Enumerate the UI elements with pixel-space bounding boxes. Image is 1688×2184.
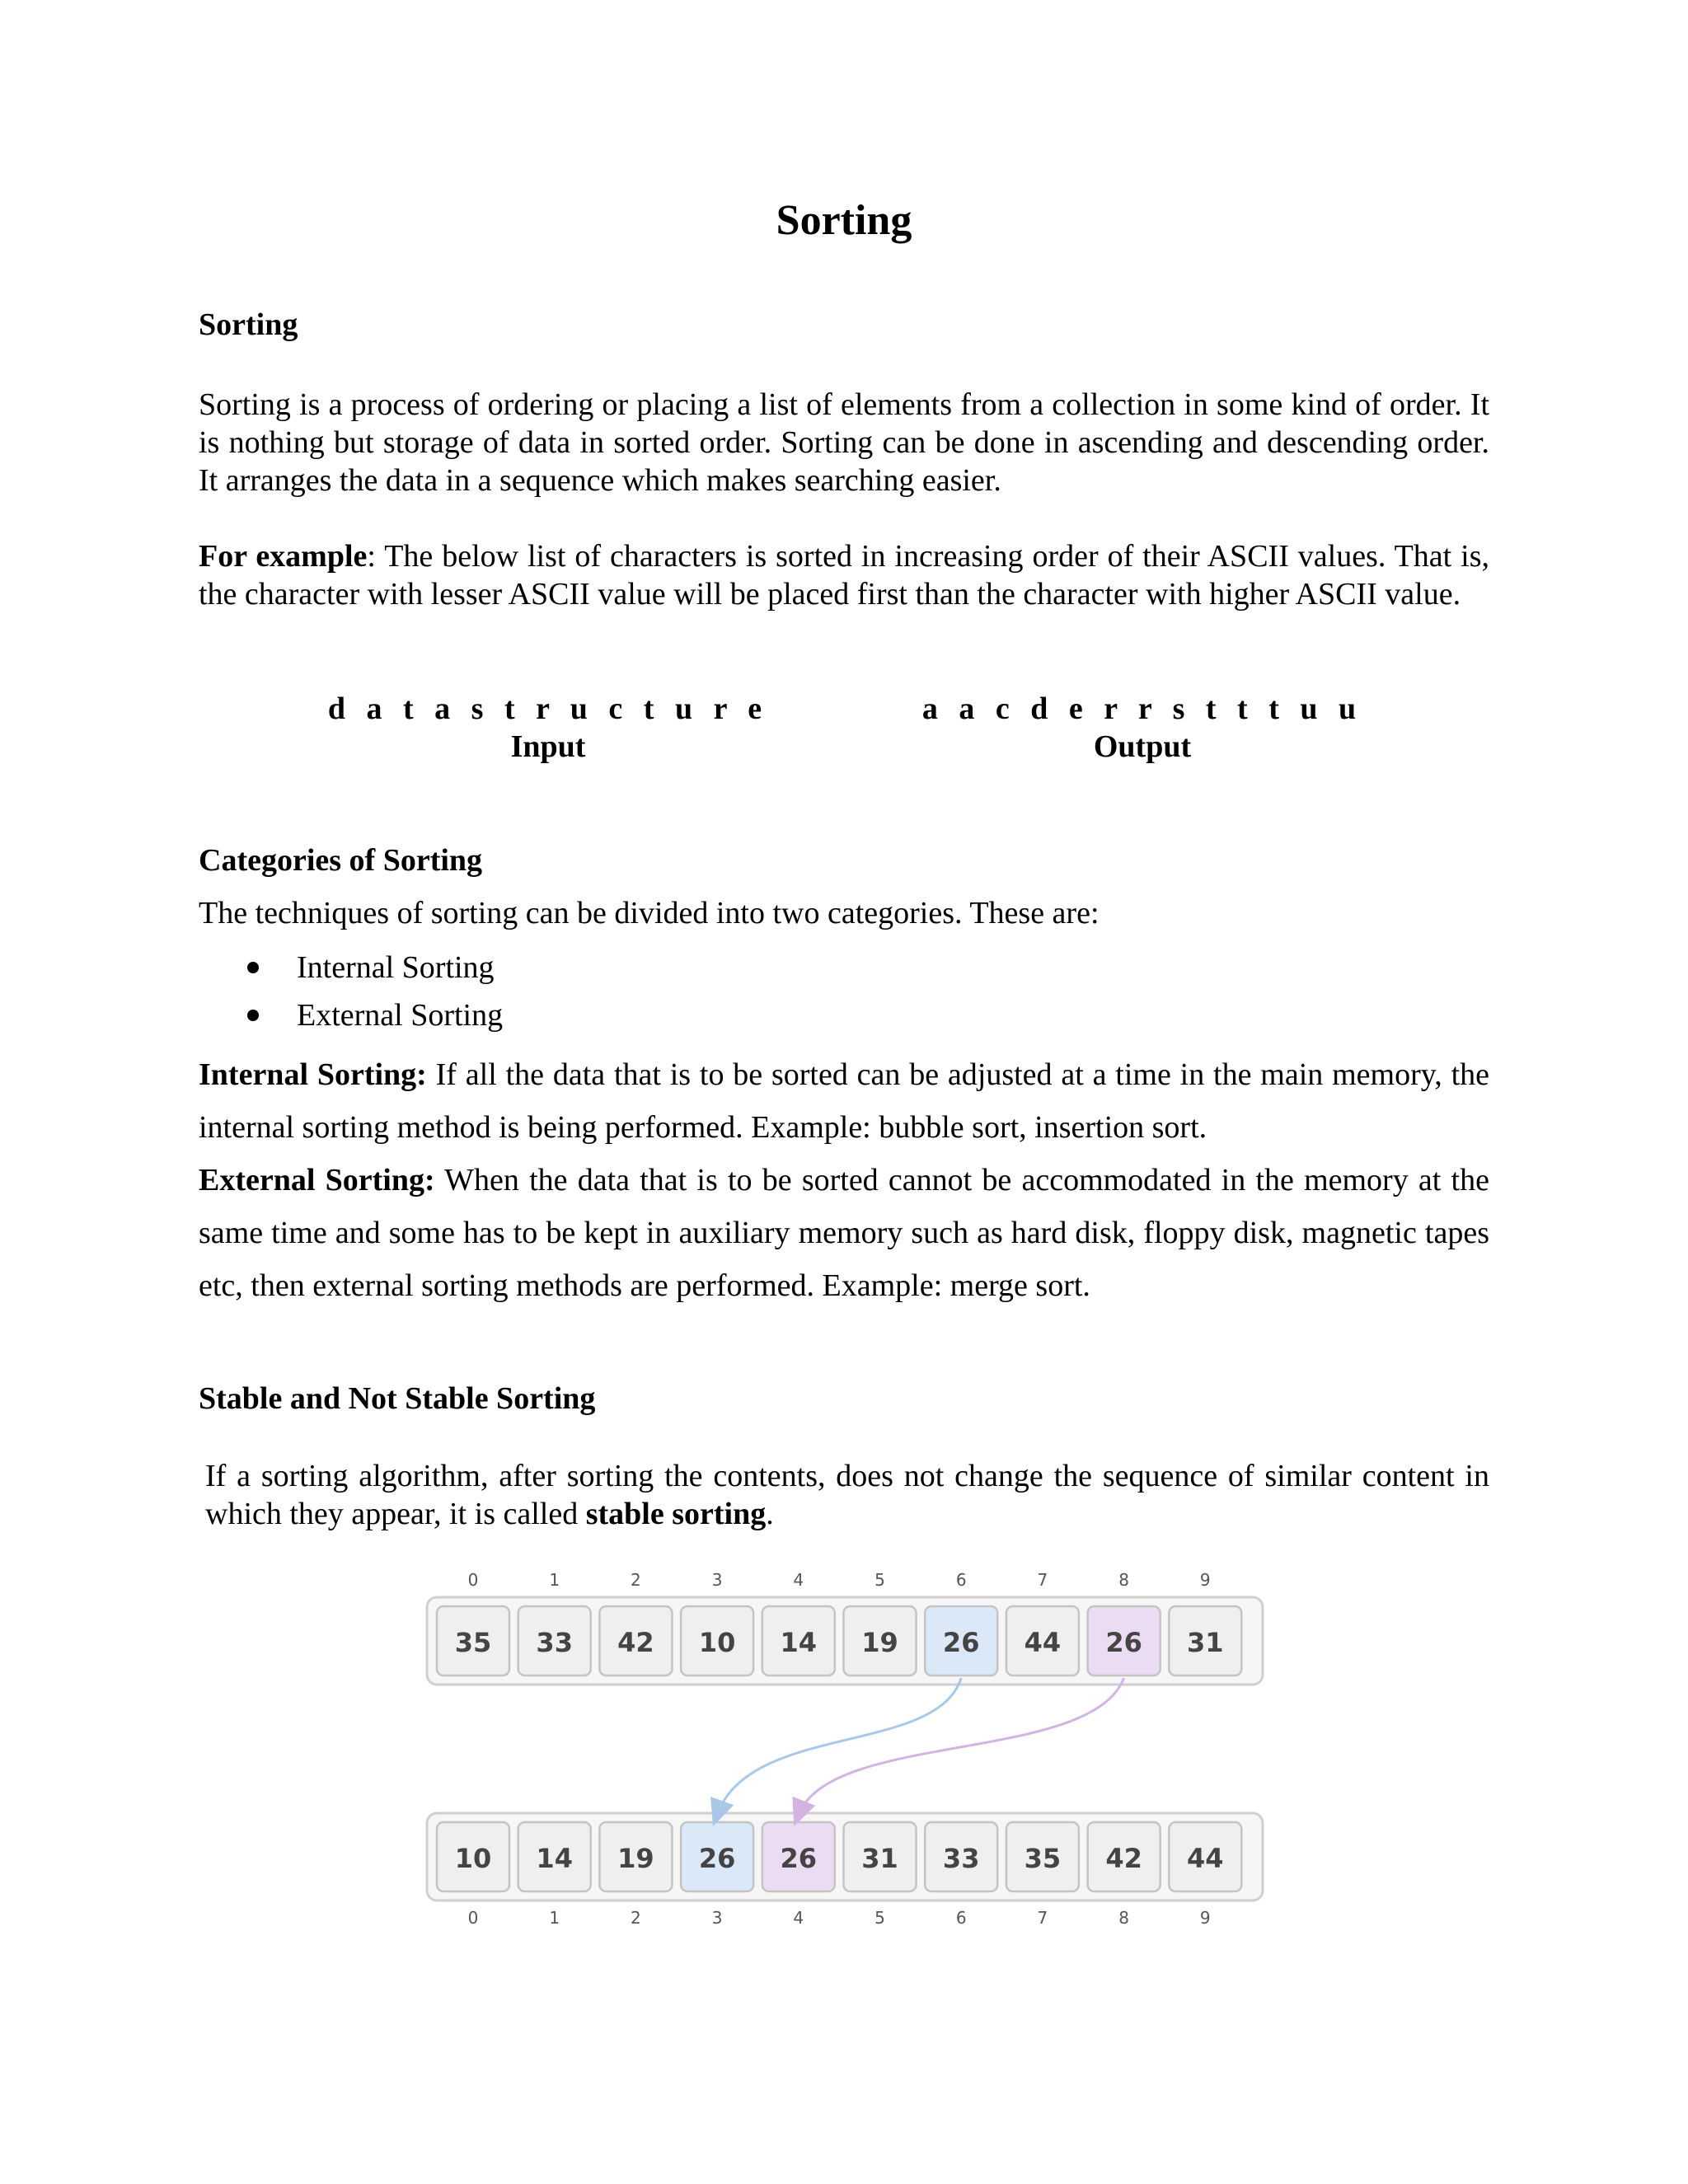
example-label: For example [199,539,368,574]
bullet-icon [247,1010,259,1021]
external-sorting-label: External Sorting: [199,1163,435,1197]
list-item [247,991,503,1039]
stable-sorting-paragraph [205,1457,1489,1533]
input-label: Input [510,729,586,764]
top-index-label: 2 [631,1570,641,1590]
stable-arrow-blue [717,1678,961,1815]
bottom-index-label: 8 [1118,1908,1129,1928]
stable-sorting-diagram [420,1566,1269,1937]
internal-sorting-label: Internal Sorting: [199,1057,427,1092]
example-paragraph [199,537,1489,613]
section-heading-categories: Categories of Sorting [199,843,483,878]
bottom-array-value: 10 [454,1843,492,1874]
example-text: : The below list of characters is sorted in increasing order of their ASCII values. That is, the character with lesser ASCII value will be placed first than the character with higher ASCII value. [199,539,1489,612]
bottom-array-value: 33 [942,1843,980,1874]
categories-list [247,944,503,1039]
bottom-array-value: 42 [1105,1843,1142,1874]
top-index-label: 4 [793,1570,804,1590]
stable-text-bold: stable sorting [585,1497,767,1531]
top-array-value: 35 [454,1627,492,1658]
top-array-value: 42 [617,1627,654,1658]
page-title: Sorting [776,197,912,244]
categories-intro: The techniques of sorting can be divided into two categories. These are: [199,896,1100,930]
internal-sorting-text: If all the data that is to be sorted can be adjusted at a time in the main memory, the internal sorting method is being performed. Example: bubble sort, insertion sort. [199,1057,1489,1145]
bottom-index-label: 0 [467,1908,479,1928]
bottom-array-value: 26 [780,1843,818,1874]
top-index-label: 0 [467,1570,479,1590]
bottom-index-label: 3 [711,1908,723,1928]
top-array-value: 33 [536,1627,573,1658]
sorting-definition-paragraph: Sorting is a process of ordering or placing a list of elements from a collection in some kind of order. It is nothing but storage of data in sorted order. Sorting can be done in ascending and descending order. It arranges the data in a sequence which makes searching easier. [199,387,1489,498]
section-heading-stable: Stable and Not Stable Sorting [199,1381,596,1416]
top-array-value: 10 [698,1627,736,1658]
list-item-label: External Sorting [297,998,504,1033]
list-item [247,944,503,991]
external-sorting-paragraph [199,1154,1489,1312]
top-array-value: 26 [942,1627,980,1658]
bottom-array-value: 19 [617,1843,654,1874]
bottom-index-label: 6 [955,1908,967,1928]
section-heading-sorting: Sorting [199,307,298,342]
bottom-array-value: 26 [698,1843,736,1874]
bottom-array-value: 14 [536,1843,573,1874]
top-array-value: 44 [1024,1627,1062,1658]
bottom-index-label: 7 [1037,1908,1048,1928]
bullet-icon [247,962,259,973]
external-sorting-text: When the data that is to be sorted cannot be accommodated in the memory at the same time and some has to be kept in auxiliary memory such as hard disk, floppy disk, magnetic tapes etc, then external sorting methods are performed. Example: merge sort. [199,1163,1489,1303]
stable-text-before: If a sorting algorithm, after sorting the contents, does not change the sequence of similar content in which they appear, it is called [205,1459,1489,1531]
bottom-array-value: 31 [861,1843,898,1874]
input-sequence: d a t a s t r u c t u r e [327,691,769,726]
bottom-index-label: 2 [631,1908,641,1928]
bottom-array-value: 35 [1024,1843,1062,1874]
bottom-index-label: 9 [1199,1908,1211,1928]
output-label: Output [1093,729,1192,764]
top-index-label: 9 [1199,1570,1211,1590]
bottom-index-label: 5 [874,1908,885,1928]
top-index-label: 6 [955,1570,967,1590]
top-index-label: 3 [711,1570,723,1590]
output-sequence: a a c d e r r s t t t u u [921,691,1363,726]
top-index-label: 7 [1037,1570,1048,1590]
internal-sorting-paragraph [199,1048,1489,1154]
stable-text-after: . [766,1497,774,1531]
top-index-label: 8 [1118,1570,1129,1590]
top-index-label: 5 [874,1570,885,1590]
top-array-value: 14 [780,1627,818,1658]
top-array-value: 19 [861,1627,898,1658]
bottom-array-value: 44 [1187,1843,1224,1874]
bottom-index-label: 1 [549,1908,560,1928]
list-item-label: Internal Sorting [297,950,495,985]
top-array-value: 31 [1187,1627,1224,1658]
top-index-label: 1 [549,1570,560,1590]
stable-arrow-purple [799,1678,1124,1815]
bottom-index-label: 4 [793,1908,804,1928]
top-array-value: 26 [1105,1627,1142,1658]
